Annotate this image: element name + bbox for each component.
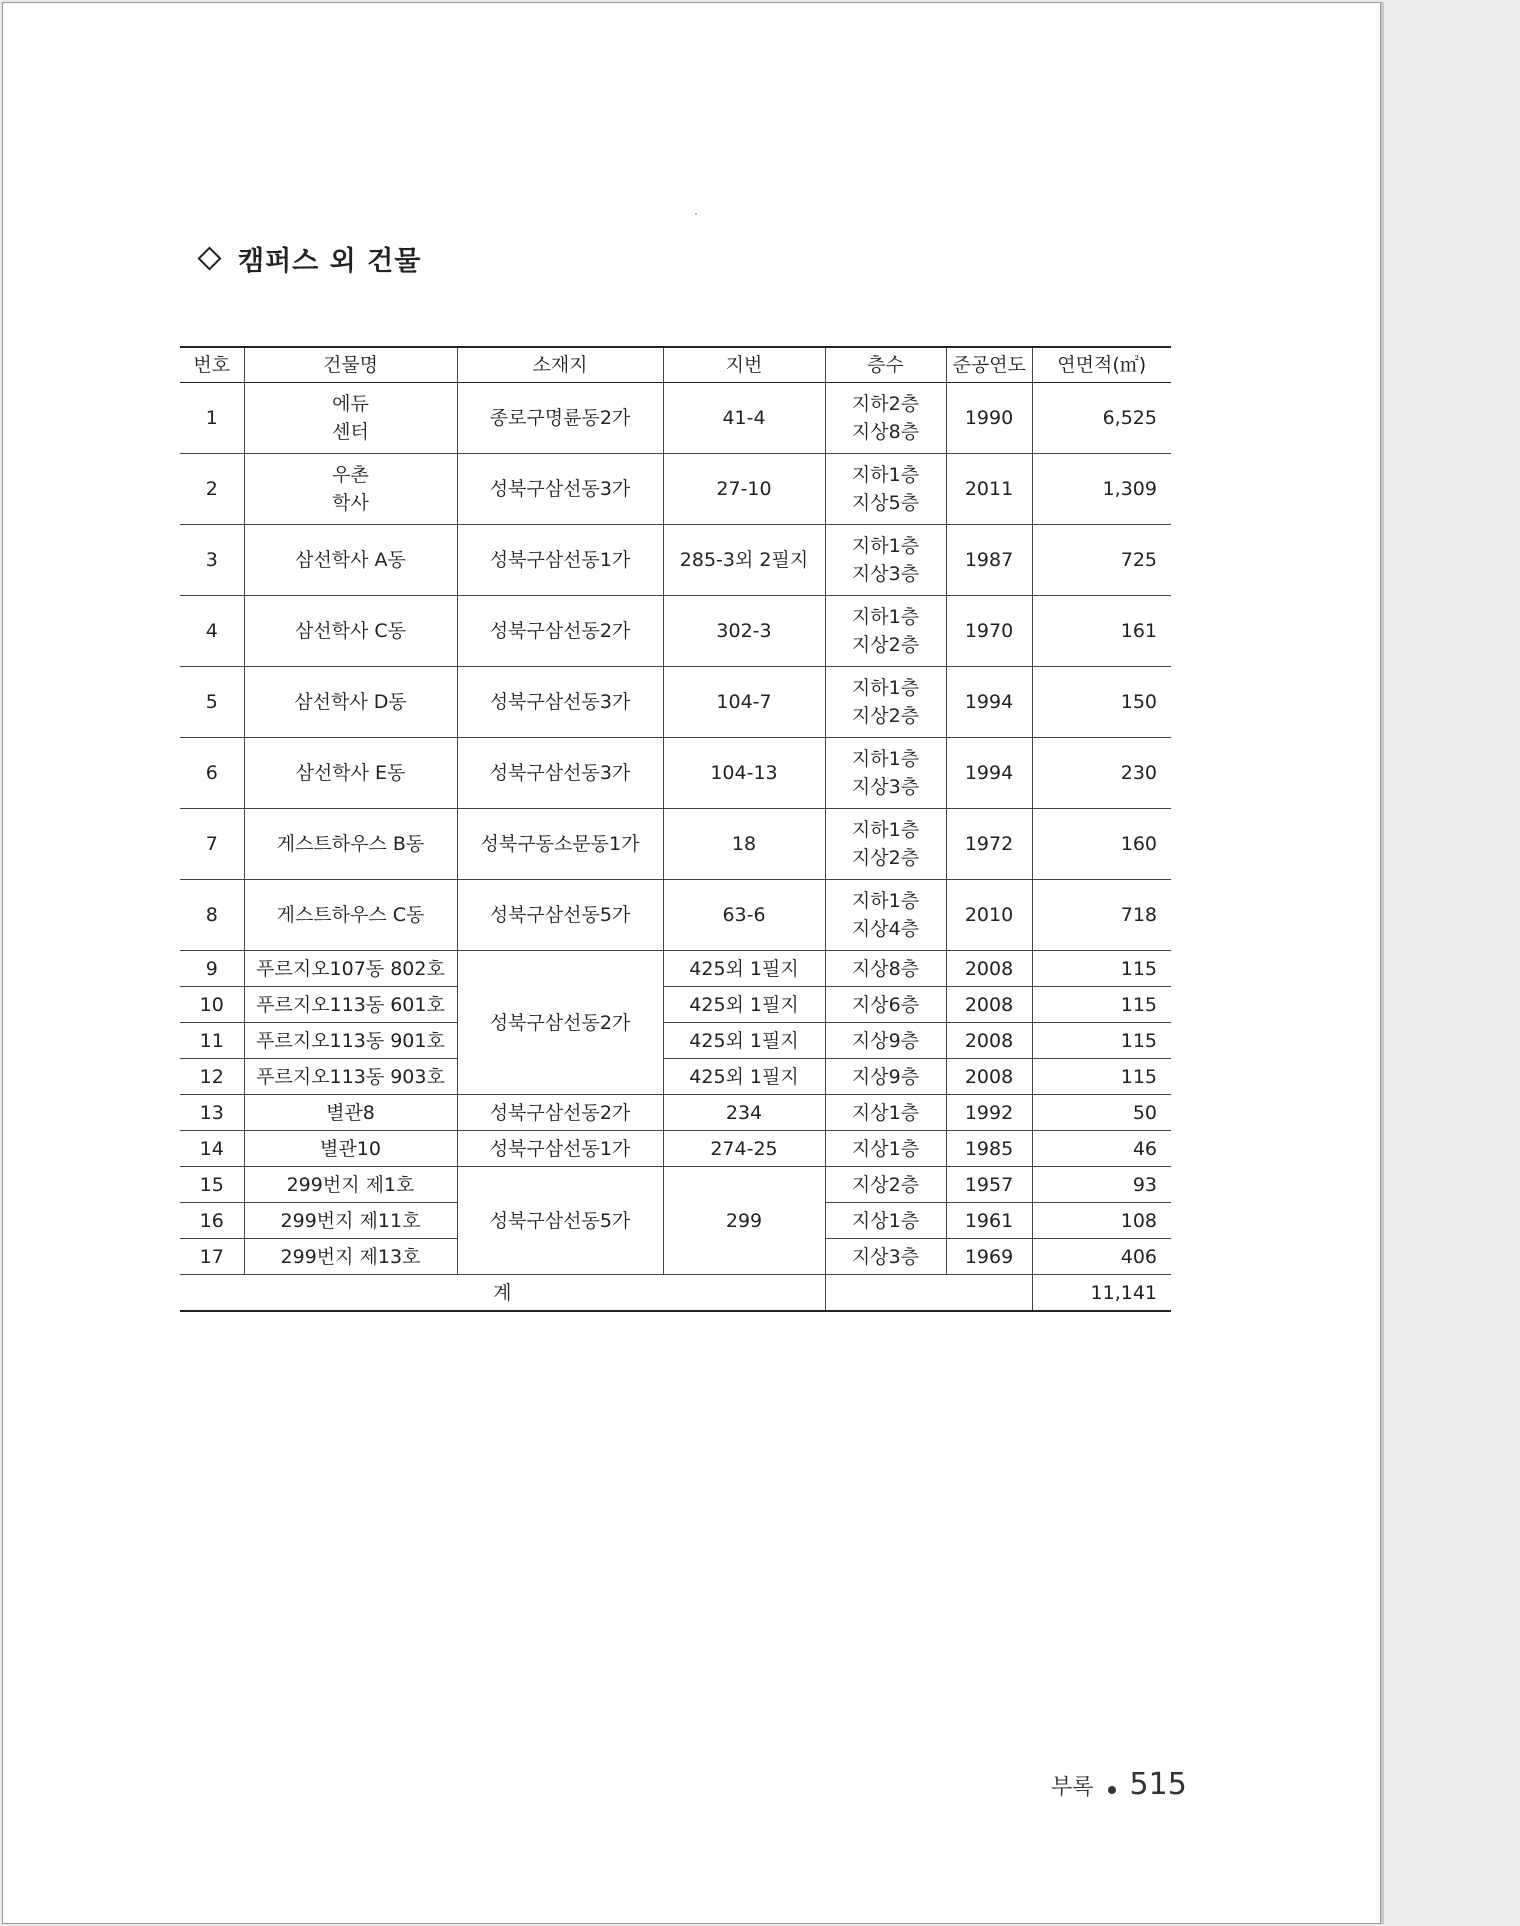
cell-location: 성북구삼선동2가	[457, 951, 663, 1095]
table-row	[180, 951, 1171, 987]
viewer-background-strip	[1384, 0, 1520, 1926]
scan-speck	[695, 213, 697, 215]
cell-no: 13	[180, 1095, 244, 1131]
cell-lot: 302-3	[663, 596, 825, 667]
cell-area: 150	[1032, 667, 1171, 738]
cell-floors-line: 지하2층	[851, 393, 920, 415]
cell-floors-line: 지하1층	[851, 890, 920, 912]
cell-no: 1	[180, 383, 244, 454]
cell-floors	[825, 596, 946, 667]
cell-area: 725	[1032, 525, 1171, 596]
cell-no: 2	[180, 454, 244, 525]
cell-lot: 104-7	[663, 667, 825, 738]
cell-lot: 41-4	[663, 383, 825, 454]
cell-floors: 지상8층	[825, 951, 946, 987]
cell-name: 푸르지오113동 601호	[244, 987, 457, 1023]
cell-floors: 지상2층	[825, 1167, 946, 1203]
table-row	[180, 454, 1171, 525]
cell-name-line: 학사	[332, 492, 369, 514]
cell-floors	[825, 667, 946, 738]
cell-floors-line: 지하1층	[851, 464, 920, 486]
table-row	[180, 596, 1171, 667]
table-row	[180, 1131, 1171, 1167]
table-row	[180, 525, 1171, 596]
cell-year: 1992	[946, 1095, 1032, 1131]
cell-name: 별관8	[244, 1095, 457, 1131]
cell-location: 성북구삼선동3가	[457, 667, 663, 738]
cell-name: 삼선학사 A동	[244, 525, 457, 596]
cell-location: 성북구삼선동2가	[457, 596, 663, 667]
cell-location: 성북구삼선동2가	[457, 1095, 663, 1131]
cell-floors-line: 지하1층	[851, 819, 920, 841]
cell-no: 7	[180, 809, 244, 880]
cell-name: 삼선학사 E동	[244, 738, 457, 809]
cell-name: 푸르지오113동 901호	[244, 1023, 457, 1059]
table-row	[180, 738, 1171, 809]
cell-floors: 지상3층	[825, 1239, 946, 1275]
cell-lot: 425외 1필지	[663, 987, 825, 1023]
cell-area: 230	[1032, 738, 1171, 809]
table-header-row	[180, 347, 1171, 383]
cell-name: 299번지 제13호	[244, 1239, 457, 1275]
header-name: 건물명	[244, 347, 457, 383]
cell-no: 9	[180, 951, 244, 987]
table-row	[180, 987, 1171, 1023]
cell-name: 삼선학사 D동	[244, 667, 457, 738]
cell-area: 93	[1032, 1167, 1171, 1203]
cell-area: 115	[1032, 1059, 1171, 1095]
header-year: 준공연도	[946, 347, 1032, 383]
cell-lot: 18	[663, 809, 825, 880]
cell-area: 115	[1032, 1023, 1171, 1059]
cell-lot: 285-3외 2필지	[663, 525, 825, 596]
cell-no: 16	[180, 1203, 244, 1239]
cell-name: 삼선학사 C동	[244, 596, 457, 667]
document-page	[2, 2, 1381, 1924]
cell-floors	[825, 525, 946, 596]
section-title-text: 캠퍼스 외 건물	[238, 246, 422, 277]
cell-area: 1,309	[1032, 454, 1171, 525]
cell-lot: 63-6	[663, 880, 825, 951]
cell-floors: 지상1층	[825, 1131, 946, 1167]
cell-year: 2008	[946, 1059, 1032, 1095]
cell-year: 1961	[946, 1203, 1032, 1239]
cell-name	[244, 383, 457, 454]
cell-location: 성북구삼선동1가	[457, 525, 663, 596]
table-row	[180, 809, 1171, 880]
cell-floors: 지상1층	[825, 1203, 946, 1239]
cell-year: 2008	[946, 987, 1032, 1023]
cell-name: 별관10	[244, 1131, 457, 1167]
cell-location: 성북구삼선동3가	[457, 738, 663, 809]
table-row	[180, 1059, 1171, 1095]
cell-lot: 425외 1필지	[663, 1059, 825, 1095]
cell-name: 푸르지오113동 903호	[244, 1059, 457, 1095]
cell-lot: 27-10	[663, 454, 825, 525]
cell-name: 299번지 제11호	[244, 1203, 457, 1239]
cell-floors-line: 지상8층	[851, 421, 920, 443]
page-footer	[1051, 1767, 1187, 1802]
cell-year: 2008	[946, 1023, 1032, 1059]
cell-area: 718	[1032, 880, 1171, 951]
cell-year: 1994	[946, 667, 1032, 738]
table-row	[180, 1023, 1171, 1059]
total-empty-cell	[825, 1275, 1032, 1312]
section-title	[197, 239, 421, 278]
cell-floors-line: 지상3층	[851, 563, 920, 585]
cell-year: 1970	[946, 596, 1032, 667]
cell-year: 1957	[946, 1167, 1032, 1203]
cell-floors: 지상6층	[825, 987, 946, 1023]
cell-lot: 425외 1필지	[663, 951, 825, 987]
cell-lot: 299	[663, 1167, 825, 1275]
cell-floors	[825, 880, 946, 951]
cell-lot: 274-25	[663, 1131, 825, 1167]
cell-location: 종로구명륜동2가	[457, 383, 663, 454]
table-row	[180, 1167, 1171, 1203]
footer-label: 부록	[1051, 1775, 1094, 1800]
cell-name	[244, 454, 457, 525]
cell-floors-line: 지상2층	[851, 634, 920, 656]
cell-floors-line: 지상3층	[851, 776, 920, 798]
page-number: 515	[1129, 1767, 1187, 1802]
cell-floors-line: 지상2층	[851, 847, 920, 869]
cell-name-line: 에듀	[332, 393, 369, 415]
cell-name-line: 우촌	[332, 464, 369, 486]
cell-area: 160	[1032, 809, 1171, 880]
cell-floors-line: 지하1층	[851, 535, 920, 557]
diamond-bullet-icon	[197, 246, 221, 270]
cell-no: 10	[180, 987, 244, 1023]
cell-year: 1990	[946, 383, 1032, 454]
cell-floors-line: 지하1층	[851, 677, 920, 699]
cell-no: 4	[180, 596, 244, 667]
cell-name-line: 센터	[332, 421, 369, 443]
total-label: 계	[180, 1275, 825, 1312]
cell-name: 게스트하우스 B동	[244, 809, 457, 880]
cell-year: 2008	[946, 951, 1032, 987]
cell-year: 1994	[946, 738, 1032, 809]
footer-bullet-icon	[1108, 1786, 1116, 1794]
cell-location: 성북구삼선동3가	[457, 454, 663, 525]
cell-location: 성북구동소문동1가	[457, 809, 663, 880]
cell-floors-line: 지하1층	[851, 748, 920, 770]
cell-area: 108	[1032, 1203, 1171, 1239]
cell-floors	[825, 809, 946, 880]
cell-no: 15	[180, 1167, 244, 1203]
cell-floors: 지상1층	[825, 1095, 946, 1131]
cell-year: 1969	[946, 1239, 1032, 1275]
cell-lot: 234	[663, 1095, 825, 1131]
cell-name: 299번지 제1호	[244, 1167, 457, 1203]
cell-year: 2011	[946, 454, 1032, 525]
cell-location: 성북구삼선동1가	[457, 1131, 663, 1167]
buildings-table	[180, 346, 1171, 1312]
cell-area: 406	[1032, 1239, 1171, 1275]
cell-floors-line: 지하1층	[851, 606, 920, 628]
cell-name: 게스트하우스 C동	[244, 880, 457, 951]
total-area: 11,141	[1032, 1275, 1171, 1312]
cell-lot: 425외 1필지	[663, 1023, 825, 1059]
cell-floors	[825, 454, 946, 525]
cell-no: 3	[180, 525, 244, 596]
header-location: 소재지	[457, 347, 663, 383]
table-row	[180, 1095, 1171, 1131]
cell-area: 46	[1032, 1131, 1171, 1167]
cell-no: 8	[180, 880, 244, 951]
cell-floors-line: 지상4층	[851, 918, 920, 940]
table-row	[180, 880, 1171, 951]
header-floors: 층수	[825, 347, 946, 383]
cell-name: 푸르지오107동 802호	[244, 951, 457, 987]
cell-location: 성북구삼선동5가	[457, 880, 663, 951]
cell-year: 2010	[946, 880, 1032, 951]
cell-floors: 지상9층	[825, 1059, 946, 1095]
cell-location: 성북구삼선동5가	[457, 1167, 663, 1275]
cell-area: 115	[1032, 987, 1171, 1023]
table-row	[180, 667, 1171, 738]
cell-no: 11	[180, 1023, 244, 1059]
cell-no: 6	[180, 738, 244, 809]
header-lot: 지번	[663, 347, 825, 383]
cell-year: 1987	[946, 525, 1032, 596]
cell-floors	[825, 383, 946, 454]
cell-year: 1985	[946, 1131, 1032, 1167]
header-area: 연면적(㎡)	[1032, 347, 1171, 383]
cell-no: 5	[180, 667, 244, 738]
cell-floors: 지상9층	[825, 1023, 946, 1059]
table-total-row	[180, 1275, 1171, 1312]
cell-floors	[825, 738, 946, 809]
cell-floors-line: 지상2층	[851, 705, 920, 727]
cell-year: 1972	[946, 809, 1032, 880]
cell-no: 12	[180, 1059, 244, 1095]
cell-lot: 104-13	[663, 738, 825, 809]
cell-floors-line: 지상5층	[851, 492, 920, 514]
cell-no: 17	[180, 1239, 244, 1275]
cell-area: 161	[1032, 596, 1171, 667]
header-no: 번호	[180, 347, 244, 383]
table-row	[180, 383, 1171, 454]
cell-no: 14	[180, 1131, 244, 1167]
cell-area: 50	[1032, 1095, 1171, 1131]
cell-area: 115	[1032, 951, 1171, 987]
cell-area: 6,525	[1032, 383, 1171, 454]
